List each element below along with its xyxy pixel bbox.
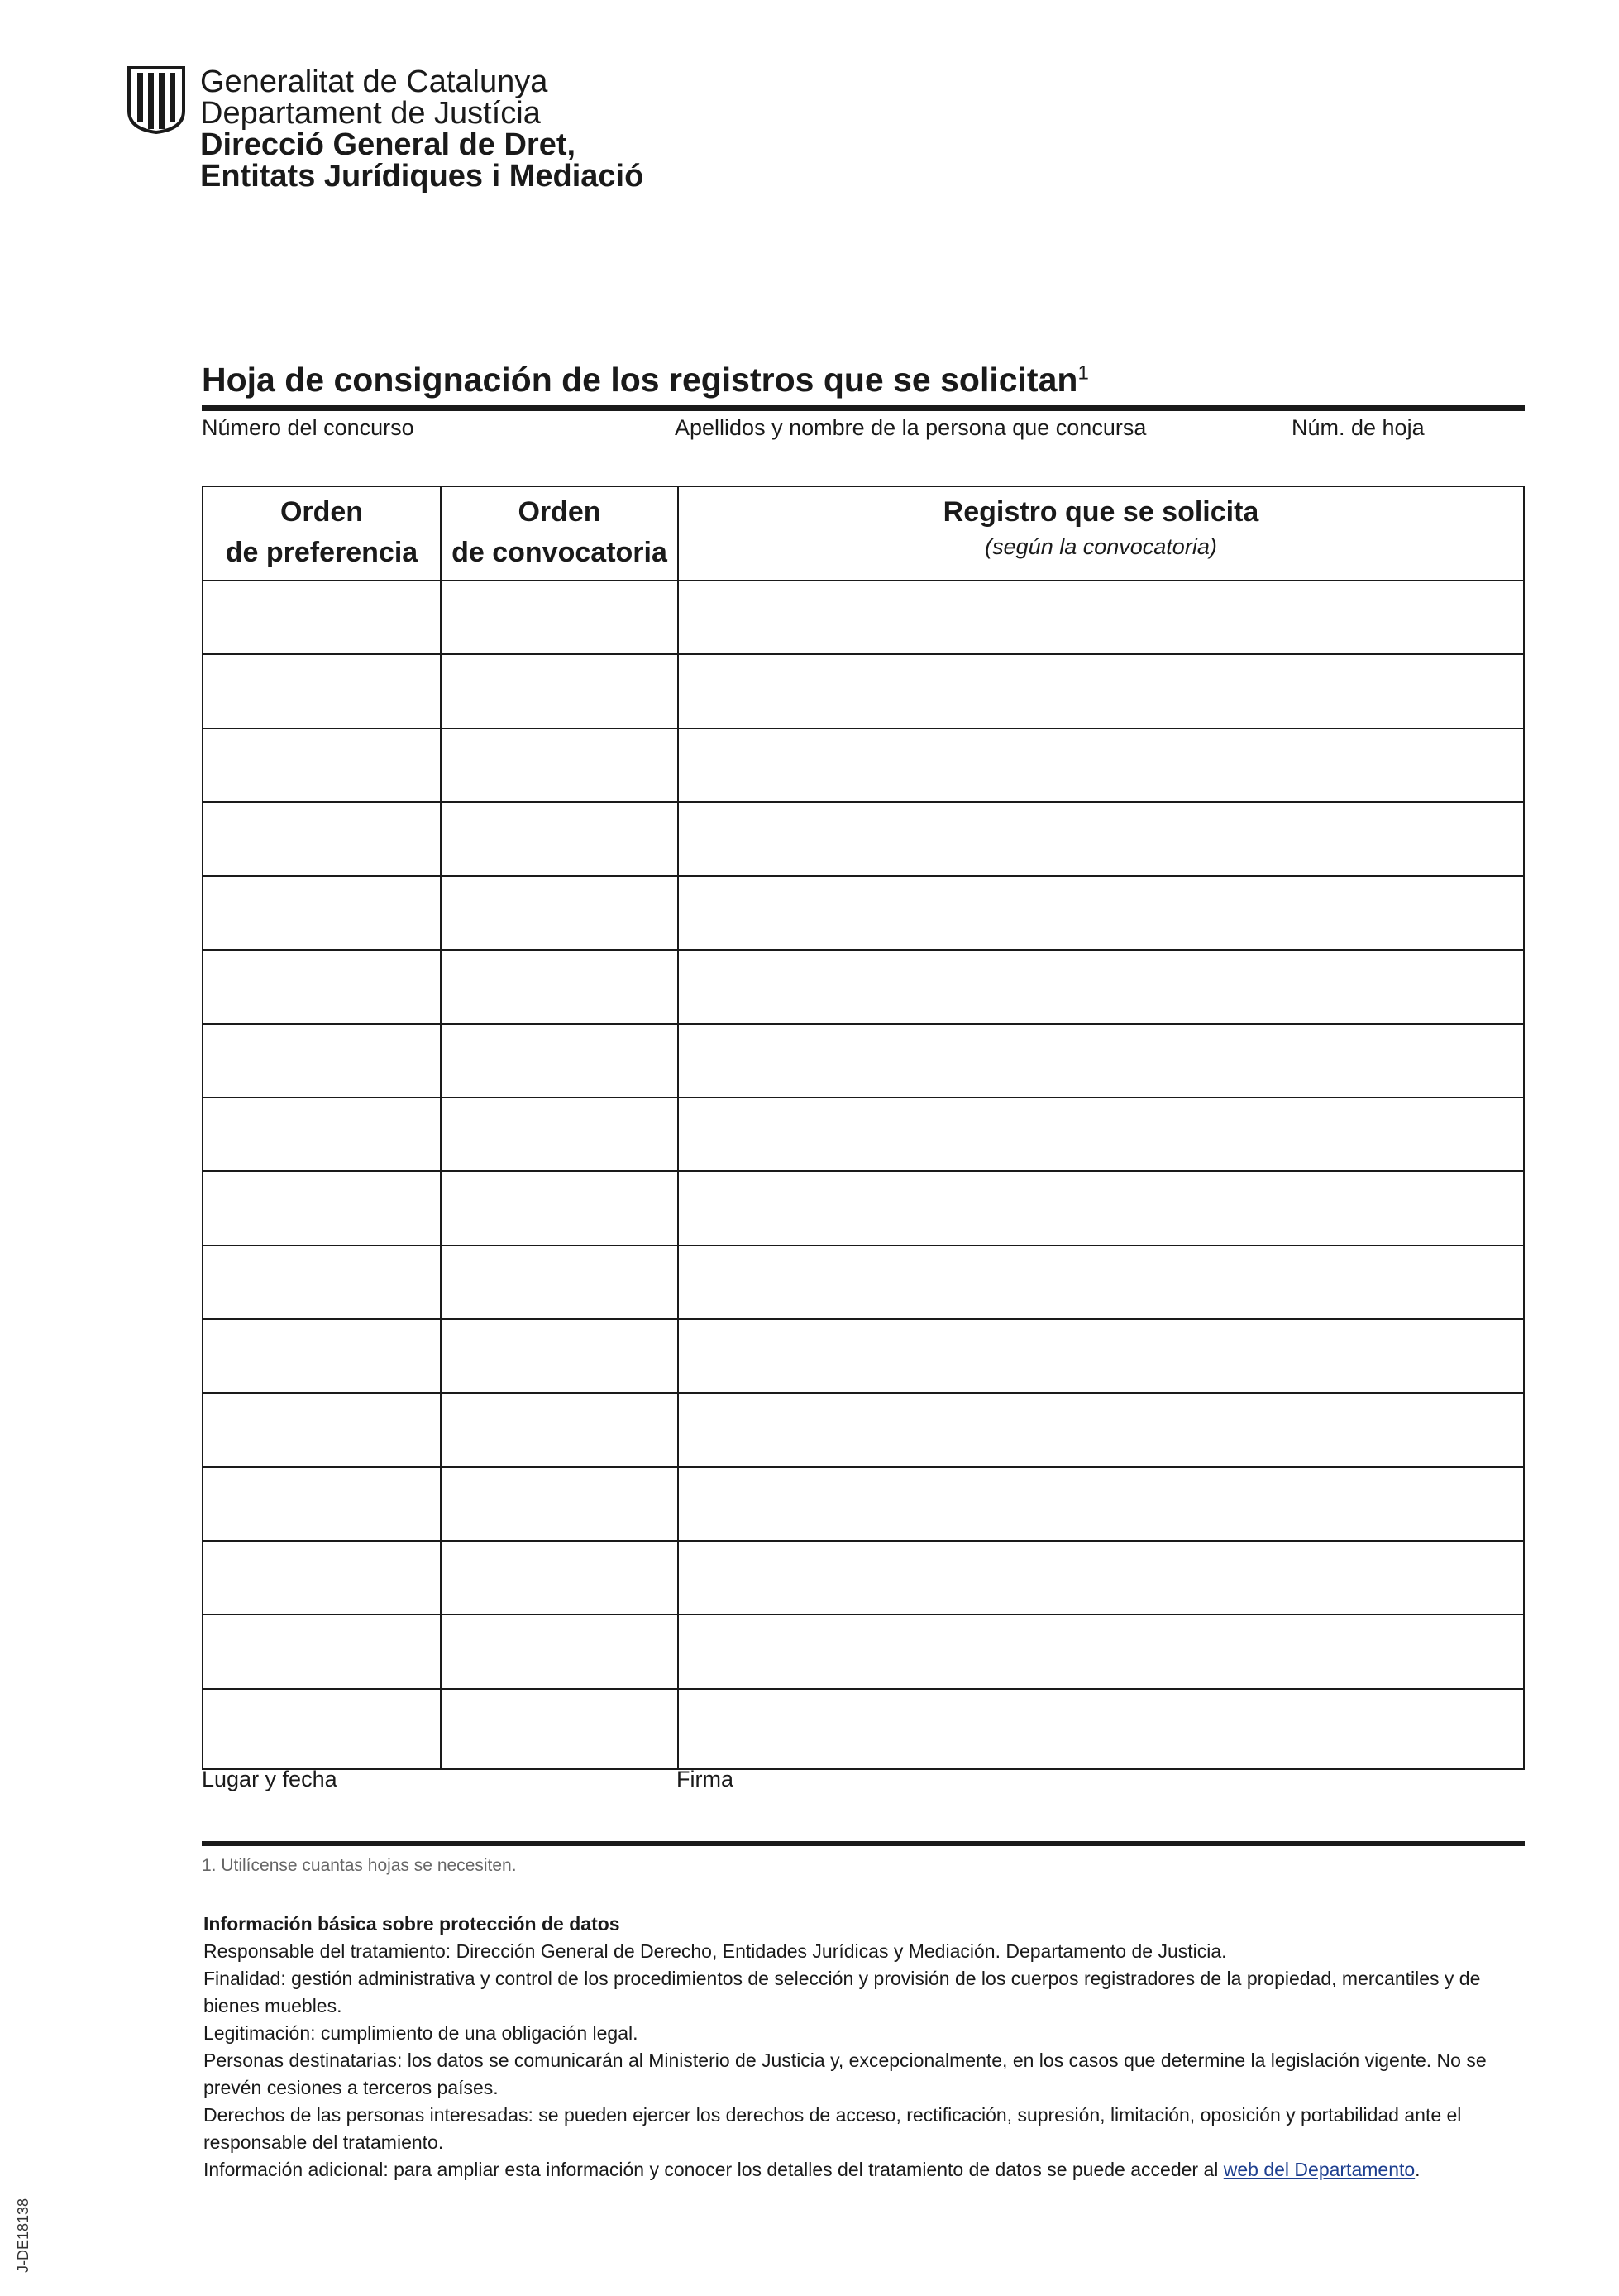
title-rule	[202, 405, 1525, 411]
row-divider	[203, 653, 1523, 655]
privacy-adicional	[203, 2156, 1526, 2184]
form-title-text: Hoja de consignación de los registros que se solicitan	[202, 361, 1078, 399]
privacy-derechos: Derechos de las personas interesadas: se pueden ejercer los derechos de acceso, rectificación, supresión, limitación, oposición y portabilidad ante el responsable del tratamiento.	[203, 2104, 1462, 2153]
registry-request-table	[202, 486, 1525, 1770]
footnote: 1. Utilícense cuantas hojas se necesiten.	[202, 1856, 517, 1875]
header-divider	[203, 580, 1523, 581]
privacy-destinatarias: Personas destinatarias: los datos se comunicarán al Ministerio de Justicia y, excepcionalmente, en los casos que determine la legislación vigente. No se prevén cesiones a terceros países.	[203, 2050, 1487, 2098]
header-line-1: Generalitat de Catalunya	[200, 65, 548, 99]
row-divider	[203, 728, 1523, 729]
row-divider	[203, 1466, 1523, 1468]
row-divider	[203, 801, 1523, 803]
row-divider	[203, 1614, 1523, 1615]
header-registry-requested-note: (según la convocatoria)	[985, 534, 1217, 559]
header-preference-order-line2: de preferencia	[225, 537, 418, 568]
data-protection-info	[203, 1911, 1526, 2184]
privacy-finalidad: Finalidad: gestión administrativa y control de los procedimientos de selección y provisión de los cuerpos registradores de la propiedad, mercantiles y de bienes muebles.	[203, 1968, 1481, 2016]
row-divider	[203, 875, 1523, 877]
header-line-4: Entitats Jurídiques i Mediació	[200, 159, 644, 194]
row-divider	[203, 1688, 1523, 1690]
row-divider	[203, 1540, 1523, 1542]
header-line-3: Direcció General de Dret,	[200, 127, 576, 162]
row-divider	[203, 1170, 1523, 1172]
privacy-adicional-text: Información adicional: para ampliar esta información y conocer los detalles del tratamiento de datos se puede acceder al	[203, 2159, 1219, 2180]
privacy-heading: Información básica sobre protección de datos	[203, 1913, 620, 1935]
place-date-label: Lugar y fecha	[202, 1767, 337, 1791]
sheet-number-label: Núm. de hoja	[1292, 415, 1425, 440]
privacy-adicional-end: .	[1415, 2159, 1421, 2180]
privacy-responsable: Responsable del tratamiento: Dirección General de Derecho, Entidades Jurídicas y Mediación. Departamento de Justicia.	[203, 1940, 1227, 1962]
header-call-order-line2: de convocatoria	[451, 537, 667, 568]
header-line-2: Departament de Justícia	[200, 96, 541, 131]
row-divider	[203, 949, 1523, 951]
header-preference-order	[203, 487, 440, 580]
department-web-link[interactable]: web del Departamento	[1223, 2159, 1416, 2180]
header-preference-order-line1: Orden	[279, 496, 364, 528]
header-registry-requested-line1: Registro que se solicita	[943, 496, 1259, 528]
header-call-order-line1: Orden	[518, 496, 601, 528]
catalan-flag-emblem-icon	[126, 65, 187, 134]
signature-label: Firma	[676, 1767, 733, 1791]
form-title	[202, 361, 1089, 399]
header-call-order	[442, 487, 677, 580]
column-divider	[440, 487, 442, 1768]
document-code: J-DE18138	[15, 2198, 31, 2273]
privacy-legitimacion: Legitimación: cumplimiento de una obligación legal.	[203, 2022, 638, 2044]
row-divider	[203, 1318, 1523, 1320]
column-divider	[677, 487, 679, 1768]
row-divider	[203, 1392, 1523, 1394]
row-divider	[203, 1245, 1523, 1246]
contest-number-label: Número del concurso	[202, 415, 414, 440]
row-divider	[203, 1023, 1523, 1025]
row-divider	[203, 1097, 1523, 1098]
institution-header	[200, 66, 643, 192]
header-registry-requested	[679, 487, 1523, 580]
applicant-name-label: Apellidos y nombre de la persona que concursa	[675, 415, 1147, 440]
title-footnote-ref: 1	[1077, 361, 1089, 385]
footnote-rule	[202, 1841, 1525, 1846]
